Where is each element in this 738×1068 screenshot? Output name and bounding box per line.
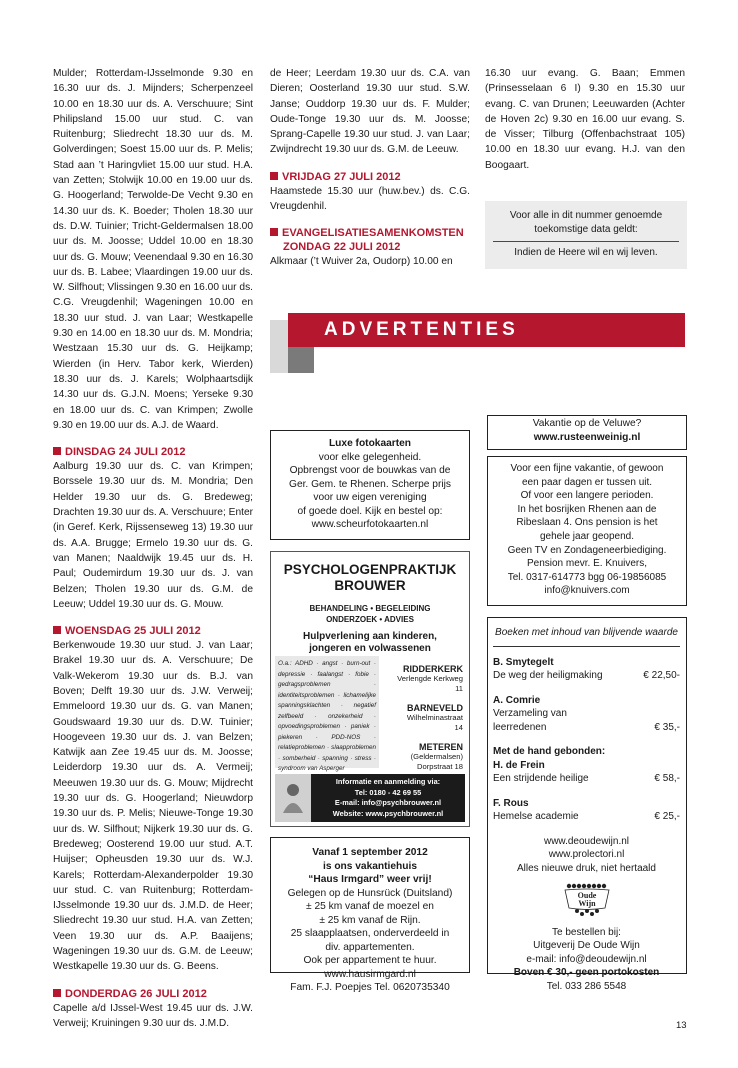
book-item <box>493 772 680 786</box>
ad-foto-line: Ger. Gem. te Rhenen. Scherpe prijs <box>289 478 451 490</box>
psy-location-number: 11 <box>455 684 463 693</box>
psy-title-line2: BROUWER <box>334 578 406 593</box>
donderdag-text: Capelle a/d IJssel-West 19.45 uur ds. J.W. Verweij; Kruiningen 9.30 uur ds. J.M.D. <box>53 1002 253 1029</box>
section-decor-dark <box>288 347 314 373</box>
notice-divider <box>493 241 679 242</box>
notice-line3: Indien de Heere wil en wij leven. <box>514 247 658 258</box>
book-author: F. Rous <box>493 797 529 809</box>
order-email: e-mail: info@deoudewijn.nl <box>526 953 647 965</box>
col3-intro-text: 16.30 uur evang. G. Baan; Emmen (Prinsesselaan 6 I) 9.30 en 15.30 uur evang. C. van Drunen; Leeuwarden (Achter de Hoven 2c) 9.30 en 16.00 uur evang. S. de Visser; Tilburg (Offenbachstraat 105) 10.00 en 18.30 uur evang. H.J. van den Boogaart. <box>485 68 685 171</box>
psy-location-name: RIDDERKERK <box>402 664 463 674</box>
psy-location <box>383 703 463 733</box>
psy-location <box>383 664 463 694</box>
square-bullet-icon <box>53 447 61 455</box>
square-bullet-icon <box>53 626 61 634</box>
book-title: leerredenen <box>493 721 547 733</box>
heading-dinsdag <box>53 445 253 459</box>
order-shipping: Boven € 30,- geen portokosten <box>513 967 660 978</box>
order-phone: Tel. 033 286 5548 <box>546 980 627 992</box>
book-price: € 25,- <box>654 811 680 822</box>
notice-line2: toekomstige data geldt: <box>534 224 638 235</box>
boeken-website: www.deoudewijn.nl <box>543 835 630 847</box>
irm-line: div. appartementen. <box>325 941 415 953</box>
book-title: Hemelse academie <box>493 811 579 822</box>
ad-pension <box>487 456 687 606</box>
heading-evang-line1: EVANGELISATIESAMENKOMSTEN <box>282 227 464 240</box>
psy-contact-bar <box>275 774 465 822</box>
book-author: H. de Frein <box>493 759 545 771</box>
pension-line: Voor een fijne vakantie, of gewoon <box>510 463 664 474</box>
book-title: Verzameling van <box>493 708 567 719</box>
vrijdag-text: Haamstede 15.30 uur (huw.bev.) ds. C.G. Vreugdenhil. <box>270 185 470 213</box>
irm-headline: is ons vakantiehuis <box>323 860 417 872</box>
pension-phone: Tel. 0317-614773 bgg 06-19856085 <box>507 571 667 583</box>
boeken-note: Alles nieuwe druk, niet hertaald <box>517 862 656 874</box>
psy-location <box>383 742 463 772</box>
section-title-advertenties: ADVERTENTIES <box>288 313 685 347</box>
pension-line: Geen TV en Zondageneerbiediging. <box>507 544 667 556</box>
psy-logo-icon <box>275 774 311 822</box>
book-item <box>493 810 680 824</box>
ad-foto-line: Opbrengst voor de bouwkas van de <box>289 465 451 476</box>
psy-location-name: METEREN <box>418 742 463 752</box>
book-author: A. Comrie <box>493 694 541 706</box>
irm-headline: “Haus Irmgard” weer vrij! <box>308 874 432 885</box>
book-price: € 58,- <box>654 773 680 784</box>
square-bullet-icon <box>270 172 278 180</box>
dates-notice-box <box>485 201 687 269</box>
ad-foto-line: voor uw eigen vereniging <box>313 492 427 503</box>
woensdag-text: Berkenwoude 19.30 uur stud. J. van Laar; Brakel 19.30 uur ds. A. Verschuure; De Valk-Wekerom 19.30 uur ds. B.J. van Boven; Delft 19.30 uur ds. J.W. Verweij; Emmeloord 19.30 uur ds. G. van Manen; Goudswaard 19.30 uur ds. D.W. Tuinier; Hoogeveen 19.30 uur ds. J. van Belzen; Katwijk aan Zee 19.45 uur ds. M. Joosse; Leiderdorp 19.30 uur ds. A. Vermeij; Meeuwen 19.30 uur ds. G. Mouw; Mijdrecht 19.30 uur ds. G. Hoogerland; Nieuwdorp 19.30 uur ds. P. Melis; Nieuwe-Tonge 19.30 uur ds. W. Silfhout; Nijkerk 19.30 uur ds. G. Bredeweg; Oosterend 19.00 uur stud. A.T. Huijser; Opheusden 19.30 uur ds. W.J. Karels; Rotterdam-Alexanderpolder 19.30 uur stud. C. van Ruitenburg; Rotterdam-IJsselmonde 19.30 uur ds. J.M.D. de Heer; Sliedrecht 19.30 uur stud. H.A. van Zetten; Veen 19.30 uur ds. A.P. Baaijens; Wageningen 19.30 uur ds. G.M. de Leeuw; Westkapelle 19.30 uur ds. G. Beens. <box>53 640 253 973</box>
pension-line: een paar dagen er tussen uit. <box>521 476 653 488</box>
dinsdag-text: Aalburg 19.30 uur ds. C. van Krimpen; Borssele 19.30 uur ds. M. Mondria; Den Helder 19.30 uur ds. G. Bredeweg; Drachten 19.30 uur ds. A. Verschuure; Enter (in Geref. Kerk, Rijssenseweg 13) 19.30 uur ds. A.A. Brugge; Ermelo 19.30 uur ds. G. van Manen; Naaldwijk 19.45 uur ds. H. Paul; Oudemirdum 19.30 uur ds. J. van Belzen; Tholen 19.30 uur ds. G.M. de Leeuw; Uddel 19.30 uur ds. G. Mouw. <box>53 461 253 610</box>
boeken-divider <box>493 646 680 647</box>
psy-location-address: Wilhelminastraat <box>406 713 463 722</box>
vel-website: www.rusteenweinig.nl <box>533 432 641 443</box>
pension-line: Of voor een langere perioden. <box>520 490 654 502</box>
psy-problem-list: O.a.: ADHD · angst · burn-out · depressie · faalangst · fobie · gedragsproblemen · identiteitsproblemen · lichamelijke spanningsklachten · negatief zelfbeeld · onzekerheid · opvoedingsproblemen · paniek · piekeren · PDD-NOS · relatieproblemen · slaapproblemen · somberheid · spanning · stress · syndroom van Asperger <box>275 656 379 768</box>
irm-contact: Fam. F.J. Poepjes Tel. 0620735340 <box>290 982 450 993</box>
psy-email: E-mail: info@psychbrouwer.nl <box>334 798 442 807</box>
irm-line: ± 25 km vanaf de moezel en <box>306 901 434 912</box>
logo-text-oude: Oude <box>577 891 596 900</box>
order-line: Te bestellen bij: <box>552 926 621 938</box>
psy-help-line1: Hulpverlening aan kinderen, <box>303 631 437 642</box>
heading-evangelisatie <box>270 226 470 254</box>
vel-line1: Vakantie op de Veluwe? <box>532 418 642 429</box>
square-bullet-icon <box>53 989 61 997</box>
evang-text: Alkmaar (’t Wuiver 2a, Oudorp) 10.00 en <box>270 256 453 268</box>
boeken-header: Boeken met inhoud van blijvende waarde <box>495 627 678 638</box>
book-price: € 22,50- <box>643 670 680 681</box>
pension-line: In het bosrijken Rhenen aan de <box>517 503 657 515</box>
book-title: De weg der heiligmaking <box>493 670 603 681</box>
book-section-header: Met de hand gebonden: <box>493 746 606 757</box>
column-2 <box>270 66 470 270</box>
psy-title-line1: PSYCHOLOGENPRAKTIJK <box>283 562 457 577</box>
psy-help <box>271 631 469 655</box>
psy-help-line2: jongeren en volwassenen <box>309 643 431 654</box>
pension-line: Pension mevr. E. Knuivers, <box>526 558 648 570</box>
psy-phone: Tel: 0180 - 42 69 55 <box>354 787 422 797</box>
irm-line: Ook per appartement te huur. <box>303 955 437 966</box>
pension-line: Ribeslaan 4. Ons pension is het <box>516 517 658 529</box>
heading-vrijdag <box>270 170 470 184</box>
book-item <box>493 721 680 735</box>
psy-info-heading: Informatie en aanmelding via: <box>335 777 441 786</box>
psy-info <box>311 774 465 822</box>
col2-intro-text: de Heer; Leerdam 19.30 uur ds. C.A. van Dieren; Oosterland 19.30 uur stud. S.W. Janse; Ouddorp 19.30 uur ds. F. Mulder; Oude-Tonge 19.30 uur ds. M. Joosse; Sprang-Capelle 19.30 uur stud. J. van Laar; Zwijndrecht 19.30 uur ds. G.M. de Leeuw. <box>270 68 470 156</box>
heading-woensdag <box>53 624 253 638</box>
square-bullet-icon <box>270 228 278 236</box>
ad-foto-title: Luxe fotokaarten <box>328 438 412 449</box>
psy-services-line2: ONDERZOEK • ADVIES <box>326 615 414 624</box>
psy-locations <box>379 656 465 771</box>
book-price: € 35,- <box>654 721 680 733</box>
oude-wijn-logo-icon <box>493 881 680 922</box>
heading-dinsdag-text: DINSDAG 24 JULI 2012 <box>65 446 186 459</box>
irm-line: Gelegen op de Hunsrück (Duitsland) <box>287 887 453 899</box>
heading-donderdag-text: DONDERDAG 26 JULI 2012 <box>65 987 207 1000</box>
psy-location-address: (Geldermalsen) <box>410 752 463 761</box>
column-3 <box>485 66 685 173</box>
psy-location-address: Verlengde Kerkweg <box>397 674 463 683</box>
heading-woensdag-text: WOENSDAG 25 JULI 2012 <box>65 625 201 638</box>
psy-location-name: BARNEVELD <box>406 703 463 713</box>
ad-boeken <box>487 617 687 992</box>
ad-haus-irmgard <box>270 837 470 993</box>
psy-services <box>271 603 469 625</box>
psy-title <box>271 562 469 594</box>
order-publisher: Uitgeverij De Oude Wijn <box>533 940 640 951</box>
book-item <box>493 669 680 683</box>
irm-headline: Vanaf 1 september 2012 <box>312 847 428 858</box>
ad-foto-line: voor elke gelegenheid. <box>318 451 422 463</box>
col1-intro-text: Mulder; Rotterdam-IJsselmonde 9.30 en 16.30 uur ds. J. Mijnders; Scherpenzeel 10.00 en 18.30 uur ds. A. Verschuure; Sint Philipsland 15.00 uur stud. C. van Ruitenburg; Sliedrecht 18.30 uur ds. M. Golverdingen; Soest 15.00 uur ds. P. Melis; Stad aan ’t Haringvliet 15.00 uur stud. H.A. van Zetten; Stolwijk 10.00 en 19.00 uur ds. G. Hoogerland; Terwolde-De Vecht 9.30 en 14.30 uur ds. K. Boeder; Tholen 18.30 uur ds. D.W. Tuinier; Tricht-Geldermalsen 18.00 uur ds. M. Joosse; Uddel 10.00 en 18.30 uur ds. G. Mouw; Veenendaal 9.30 en 16.30 uur ds. B. Labee; Vlaardingen 19.00 uur ds. W. Silfhout; Vlissingen 9.30 en 16.00 uur ds. C.G. Vreugdenhil; Wageningen 10.00 en 18.30 uur stud. J. van Laar; Westkapelle 9.30 en 14.00 en 18.30 uur ds. M. Mondria; Westzaan 15.30 uur ds. G. Heijkamp; Wierden (in Herv. Tabor kerk, Wierden) 18.30 uur ds. J. Karels; Wolphaartsdijk 14.30 uur ds. G.J.N. Moens; Yerseke 9.30 en 18.00 uur ds. C. van Krimpen; Zwolle 9.30 en 19.00 uur ds. A.J. de Waard. <box>53 68 253 431</box>
psy-location-number: Dorpstraat 18 <box>416 762 463 771</box>
ad-foto-website: www.scheurfotokaarten.nl <box>311 519 429 530</box>
column-1 <box>53 66 253 1031</box>
heading-vrijdag-text: VRIJDAG 27 JULI 2012 <box>282 170 401 183</box>
logo-text-wijn: Wijn <box>577 899 596 908</box>
irm-website: www.hausirmgard.nl <box>324 968 416 980</box>
ad-veluwe <box>487 415 687 450</box>
book-title: Een strijdende heilige <box>493 773 589 784</box>
psy-services-line1: BEHANDELING • BEGELEIDING <box>309 604 431 613</box>
page-number: 13 <box>676 1020 687 1031</box>
heading-evang-line2: ZONDAG 22 JULI 2012 <box>283 241 401 254</box>
heading-donderdag <box>53 987 253 1001</box>
ad-foto-line: of goede doel. Kijk en bestel op: <box>297 505 443 517</box>
irm-line: 25 slaapplaatsen, onderverdeeld in <box>290 928 450 939</box>
pension-line: gehele jaar geopend. <box>540 530 634 542</box>
pension-email: info@knuivers.com <box>544 585 630 597</box>
book-author: B. Smytegelt <box>493 656 554 668</box>
irm-line: ± 25 km vanaf de Rijn. <box>319 914 421 926</box>
ad-psychologenpraktijk <box>270 551 470 827</box>
boeken-website: www.prolectori.nl <box>548 849 625 860</box>
psy-middle <box>275 656 465 772</box>
notice-line1: Voor alle in dit nummer genoemde <box>509 210 663 221</box>
psy-location-number: 14 <box>454 723 463 732</box>
psy-website: Website: www.psychbrouwer.nl <box>332 808 444 818</box>
section-decor-grey <box>270 320 288 373</box>
ad-fotokaarten <box>270 430 470 540</box>
